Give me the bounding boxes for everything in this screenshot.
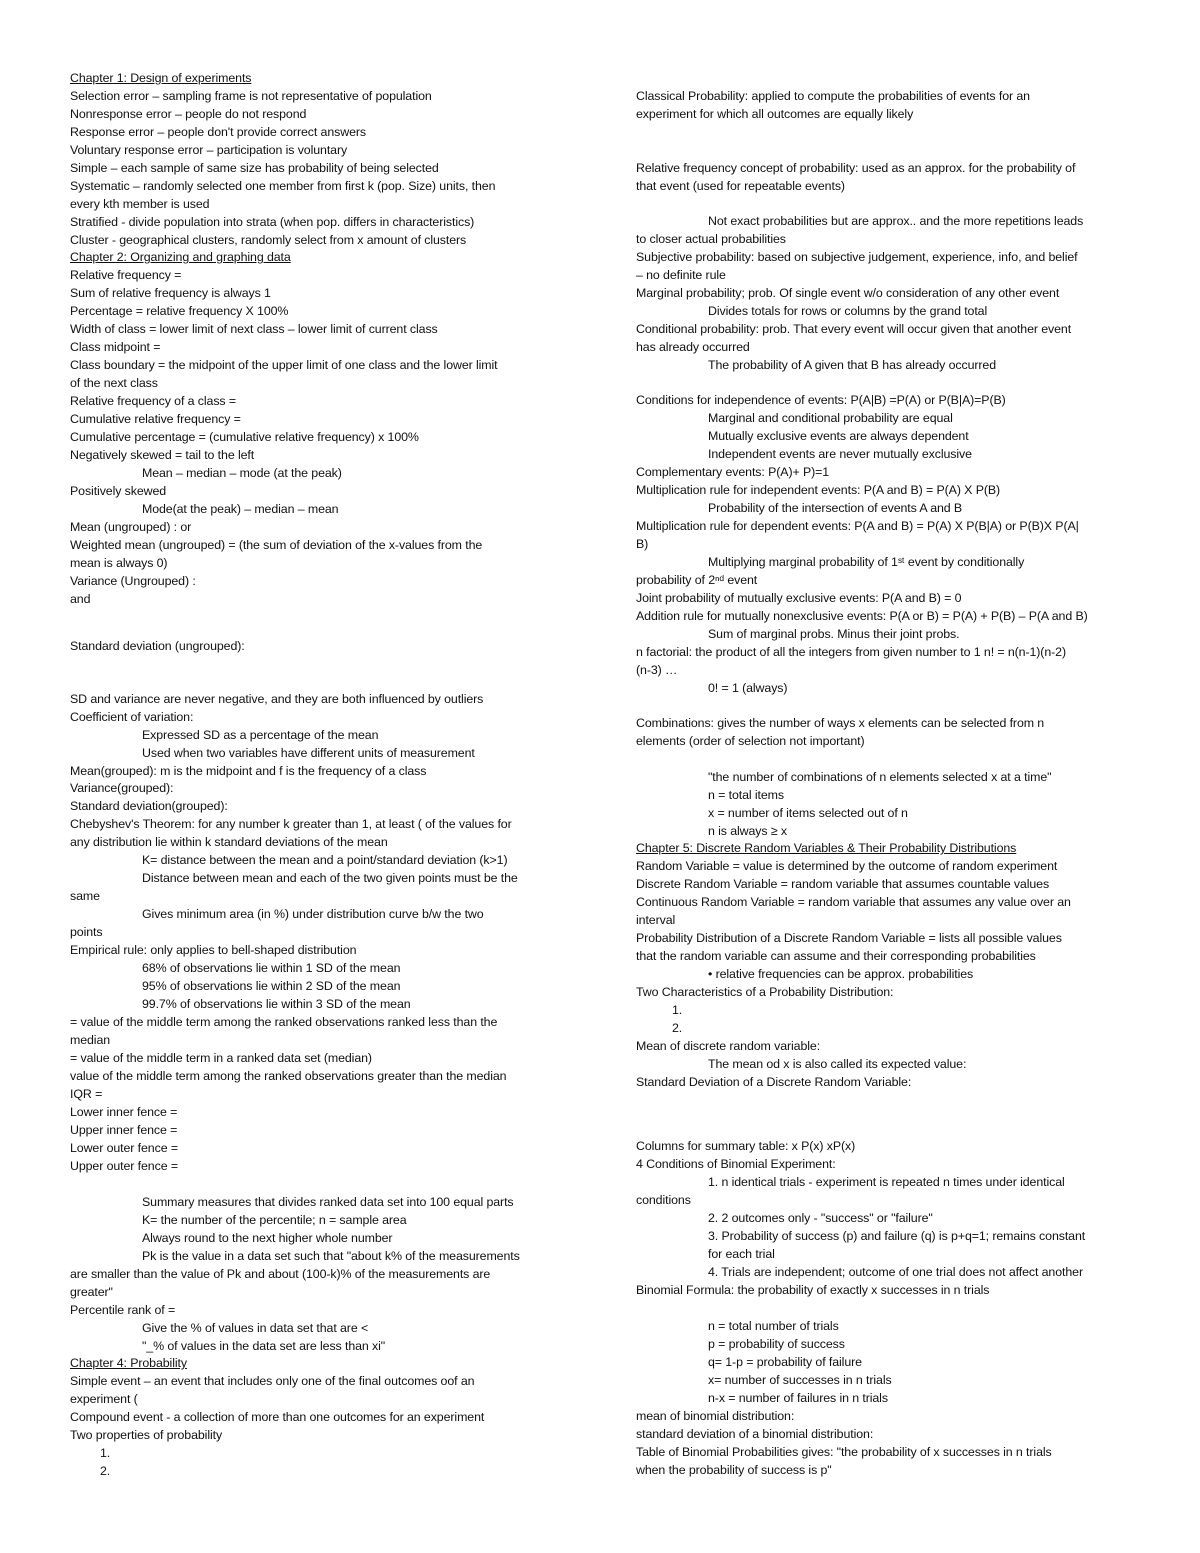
text-line: Standard deviation(grouped): <box>70 799 228 813</box>
text-line: 68% of observations lie within 1 SD of the mean <box>142 961 401 975</box>
text-line: The mean od x is also called its expected value: <box>708 1057 967 1071</box>
text-line: n = total items <box>708 788 784 802</box>
text-line: Sum of relative frequency is always 1 <box>70 286 271 300</box>
text-line: x= number of successes in n trials <box>708 1373 892 1387</box>
text-line: to closer actual probabilities <box>636 232 786 246</box>
text-line: Complementary events: P(A)+ P)=1 <box>636 465 830 479</box>
text-line: – no definite rule <box>636 268 726 282</box>
text-line: Voluntary response error – participation is voluntary <box>70 143 348 157</box>
text-line: same <box>70 889 100 903</box>
text-line: experiment for which all outcomes are equally likely <box>636 107 914 121</box>
text-line: and <box>70 592 91 606</box>
text-line: elements (order of selection not important) <box>636 734 865 748</box>
text-line: Distance between mean and each of the two given points must be the <box>142 871 518 885</box>
text-line: Expressed SD as a percentage of the mean <box>142 728 379 742</box>
text-line: median <box>70 1033 111 1047</box>
text-line: (n-3) … <box>636 663 678 677</box>
text-line: SD and variance are never negative, and they are both influenced by outliers <box>70 692 484 706</box>
text-line: Nonresponse error – people do not respond <box>70 107 307 121</box>
text-line: Marginal probability; prob. Of single event w/o consideration of any other event <box>636 286 1060 300</box>
chapter-heading: Chapter 4: Probability <box>70 1356 187 1370</box>
text-line: Class boundary = the midpoint of the upper limit of one class and the lower limit <box>70 358 498 372</box>
text-line: Mean of discrete random variable: <box>636 1039 821 1053</box>
text-line: for each trial <box>708 1247 775 1261</box>
text-line: Joint probability of mutually exclusive events: P(A and B) = 0 <box>636 591 962 605</box>
text-line: 4. Trials are independent; outcome of one trial does not affect another <box>708 1265 1083 1279</box>
text-line: Mean(grouped): m is the midpoint and f is the frequency of a class <box>70 764 427 778</box>
text-line: Compound event - a collection of more than one outcomes for an experiment <box>70 1410 485 1424</box>
text-line: n = total number of trials <box>708 1319 839 1333</box>
text-line: Mean – median – mode (at the peak) <box>142 466 342 480</box>
text-line: has already occurred <box>636 340 750 354</box>
text-line: = value of the middle term among the ranked observations ranked less than the <box>70 1015 498 1029</box>
text-line: Used when two variables have different units of measurement <box>142 746 475 760</box>
text-line: Conditions for independence of events: P(A|B) =P(A) or P(B|A)=P(B) <box>636 393 1006 407</box>
text-line: of the next class <box>70 376 158 390</box>
text-line: Empirical rule: only applies to bell-shaped distribution <box>70 943 357 957</box>
text-line: Percentile rank of = <box>70 1303 176 1317</box>
text-line: that event (used for repeatable events) <box>636 179 845 193</box>
text-line: interval <box>636 913 676 927</box>
text-line: Probability of the intersection of events A and B <box>708 501 963 515</box>
text-line: Relative frequency concept of probability: used as an approx. for the probability of <box>636 161 1076 175</box>
text-line: Independent events are never mutually exclusive <box>708 447 972 461</box>
text-line: Weighted mean (ungrouped) = (the sum of deviation of the x-values from the <box>70 538 483 552</box>
text-line: Standard Deviation of a Discrete Random Variable: <box>636 1075 912 1089</box>
text-line: 95% of observations lie within 2 SD of the mean <box>142 979 401 993</box>
text-line: q= 1-p = probability of failure <box>708 1355 862 1369</box>
text-line: Probability Distribution of a Discrete Random Variable = lists all possible values <box>636 931 1062 945</box>
text-line: 2. 2 outcomes only - "success" or "failure" <box>708 1211 933 1225</box>
text-line: B) <box>636 537 649 551</box>
text-line: Lower outer fence = <box>70 1141 178 1155</box>
text-line: Columns for summary table: x P(x) xP(x) <box>636 1139 856 1153</box>
text-line: Relative frequency of a class = <box>70 394 236 408</box>
text-line: 0! = 1 (always) <box>708 681 788 695</box>
text-line: Lower inner fence = <box>70 1105 178 1119</box>
text-line: Mode(at the peak) – median – mean <box>142 502 339 516</box>
text-line: Pk is the value in a data set such that "about k% of the measurements <box>142 1249 520 1263</box>
text-line: Mutually exclusive events are always dependent <box>708 429 969 443</box>
text-line: • relative frequencies can be approx. probabilities <box>708 967 974 981</box>
text-line: Marginal and conditional probability are equal <box>708 411 953 425</box>
text-line: 1. <box>672 1003 683 1017</box>
text-line: The probability of A given that B has already occurred <box>708 358 997 372</box>
text-line: Systematic – randomly selected one member from first k (pop. Size) units, then <box>70 179 496 193</box>
text-line: Addition rule for mutually nonexclusive events: P(A or B) = P(A) + P(B) – P(A and B) <box>636 609 1088 623</box>
text-line: Positively skewed <box>70 484 167 498</box>
chapter-heading: Chapter 1: Design of experiments <box>70 71 252 85</box>
text-line: K= distance between the mean and a point/standard deviation (k>1) <box>142 853 508 867</box>
text-line: Conditional probability: prob. That every event will occur given that another event <box>636 322 1072 336</box>
text-line: Two Characteristics of a Probability Distribution: <box>636 985 894 999</box>
text-line: Class midpoint = <box>70 340 161 354</box>
text-line: Percentage = relative frequency X 100% <box>70 304 289 318</box>
text-line: n factorial: the product of all the integers from given number to 1 n! = n(n-1)(n-2) <box>636 645 1066 659</box>
text-line: Classical Probability: applied to compute the probabilities of events for an <box>636 89 1030 103</box>
text-line: Multiplication rule for independent events: P(A and B) = P(A) X P(B) <box>636 483 1001 497</box>
text-line: 1. n identical trials - experiment is repeated n times under identical <box>708 1175 1065 1189</box>
text-line: Chebyshev's Theorem: for any number k greater than 1, at least ( of the values for <box>70 817 512 831</box>
text-line: Cumulative percentage = (cumulative relative frequency) x 100% <box>70 430 419 444</box>
text-line: Upper inner fence = <box>70 1123 178 1137</box>
text-line: mean of binomial distribution: <box>636 1409 795 1423</box>
text-line: n is always ≥ x <box>708 824 787 838</box>
text-line: p = probability of success <box>708 1337 845 1351</box>
text-line: Mean (ungrouped) : or <box>70 520 192 534</box>
text-line: Selection error – sampling frame is not representative of population <box>70 89 432 103</box>
text-line: x = number of items selected out of n <box>708 806 908 820</box>
text-line: Cumulative relative frequency = <box>70 412 241 426</box>
text-line: 4 Conditions of Binomial Experiment: <box>636 1157 836 1171</box>
text-line: Continuous Random Variable = random variable that assumes any value over an <box>636 895 1071 909</box>
text-line: Variance (Ungrouped) : <box>70 574 196 588</box>
text-line: 99.7% of observations lie within 3 SD of the mean <box>142 997 411 1011</box>
text-line: Multiplying marginal probability of 1ˢᵗ event by conditionally <box>708 555 1025 569</box>
text-line: Discrete Random Variable = random variable that assumes countable values <box>636 877 1050 891</box>
text-line: greater" <box>70 1285 113 1299</box>
text-line: Summary measures that divides ranked data set into 100 equal parts <box>142 1195 514 1209</box>
text-line: Upper outer fence = <box>70 1159 178 1173</box>
text-line: Not exact probabilities but are approx.. and the more repetitions leads <box>708 214 1084 228</box>
text-line: Table of Binomial Probabilities gives: "the probability of x successes in n trials <box>636 1445 1052 1459</box>
text-line: probability of 2ⁿᵈ event <box>636 573 758 587</box>
text-line: Always round to the next higher whole number <box>142 1231 393 1245</box>
text-line: K= the number of the percentile; n = sample area <box>142 1213 407 1227</box>
text-line: every kth member is used <box>70 197 210 211</box>
text-line: 2. <box>100 1464 111 1478</box>
text-line: n-x = number of failures in n trials <box>708 1391 888 1405</box>
text-line: mean is always 0) <box>70 556 168 570</box>
text-line: Two properties of probability <box>70 1428 223 1442</box>
text-line: Stratified - divide population into strata (when pop. differs in characteristics) <box>70 215 475 229</box>
text-line: 2. <box>672 1021 683 1035</box>
chapter-heading: Chapter 2: Organizing and graphing data <box>70 250 291 264</box>
text-line: Gives minimum area (in %) under distribution curve b/w the two <box>142 907 484 921</box>
text-line: Negatively skewed = tail to the left <box>70 448 255 462</box>
text-line: Divides totals for rows or columns by the grand total <box>708 304 988 318</box>
text-line: 1. <box>100 1446 111 1460</box>
text-line: any distribution lie within k standard deviations of the mean <box>70 835 388 849</box>
text-line: Give the % of values in data set that are < <box>142 1321 369 1335</box>
text-line: = value of the middle term in a ranked data set (median) <box>70 1051 372 1065</box>
text-line: Combinations: gives the number of ways x elements can be selected from n <box>636 716 1045 730</box>
text-line: Relative frequency = <box>70 268 182 282</box>
text-line: standard deviation of a binomial distribution: <box>636 1427 874 1441</box>
text-line: experiment ( <box>70 1392 138 1406</box>
text-line: Subjective probability: based on subjective judgement, experience, info, and belief <box>636 250 1078 264</box>
text-line: Cluster - geographical clusters, randomly select from x amount of clusters <box>70 233 467 247</box>
text-line: Simple event – an event that includes only one of the final outcomes oof an <box>70 1374 475 1388</box>
text-line: IQR = <box>70 1087 103 1101</box>
text-line: Multiplication rule for dependent events: P(A and B) = P(A) X P(B|A) or P(B)X P(A| <box>636 519 1079 533</box>
text-line: Random Variable = value is determined by the outcome of random experiment <box>636 859 1058 873</box>
text-line: Width of class = lower limit of next class – lower limit of current class <box>70 322 438 336</box>
text-line: Coefficient of variation: <box>70 710 194 724</box>
text-line: conditions <box>636 1193 691 1207</box>
text-line: Standard deviation (ungrouped): <box>70 639 245 653</box>
text-line: Sum of marginal probs. Minus their joint probs. <box>708 627 960 641</box>
text-line: that the random variable can assume and their corresponding probabilities <box>636 949 1036 963</box>
chapter-heading: Chapter 5: Discrete Random Variables & Their Probability Distributions <box>636 841 1017 855</box>
text-line: Binomial Formula: the probability of exactly x successes in n trials <box>636 1283 990 1297</box>
text-line: "the number of combinations of n elements selected x at a time" <box>708 770 1052 784</box>
text-line: points <box>70 925 103 939</box>
text-line: "_% of values in the data set are less than xi" <box>142 1339 386 1353</box>
text-line: Simple – each sample of same size has probability of being selected <box>70 161 439 175</box>
text-line: when the probability of success is p" <box>636 1463 832 1477</box>
text-line: Response error – people don't provide correct answers <box>70 125 366 139</box>
text-line: are smaller than the value of Pk and about (100-k)% of the measurements are <box>70 1267 491 1281</box>
text-line: Variance(grouped): <box>70 781 174 795</box>
text-line: 3. Probability of success (p) and failure (q) is p+q=1; remains constant <box>708 1229 1086 1243</box>
text-line: value of the middle term among the ranked observations greater than the median <box>70 1069 507 1083</box>
